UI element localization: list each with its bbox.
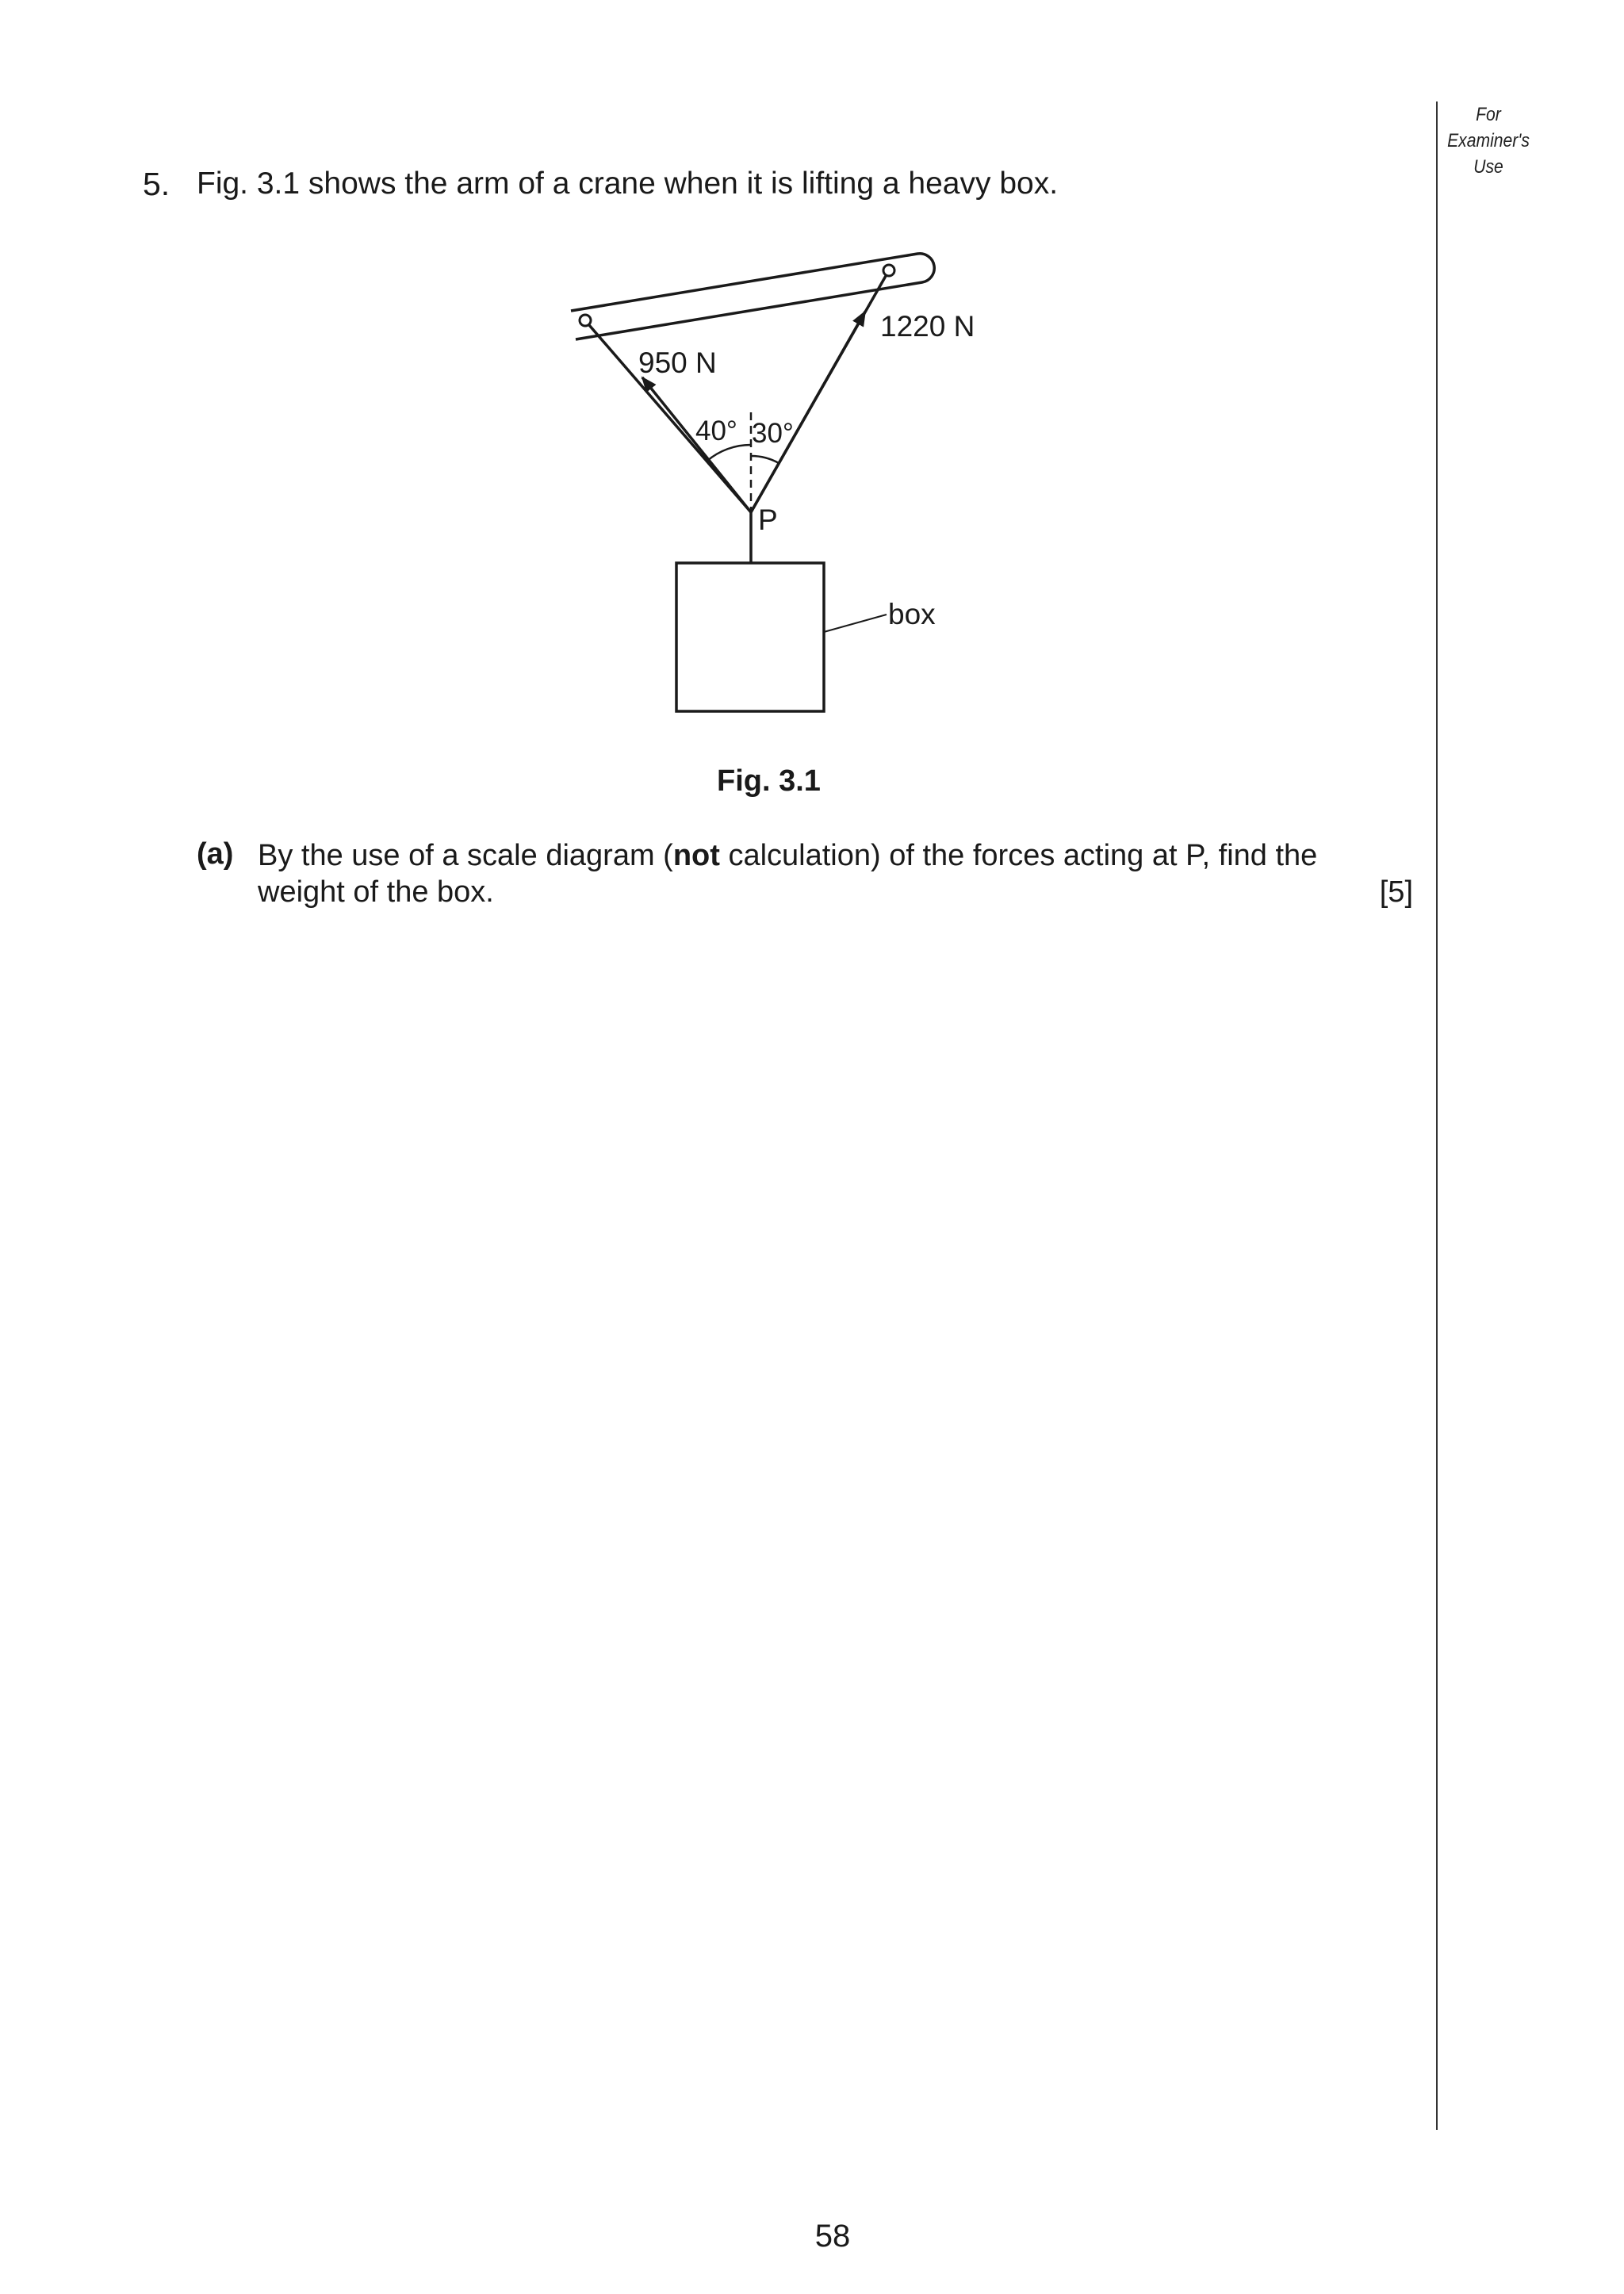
angle-arc-right	[751, 456, 779, 463]
examiner-line-1: For	[1476, 104, 1501, 125]
box-label-leader	[824, 615, 887, 632]
box-shape	[676, 563, 824, 711]
force-arrow-right	[751, 312, 865, 512]
arm-pivot-right	[883, 265, 894, 276]
question-text: Fig. 3.1 shows the arm of a crane when it is lifting a heavy box.	[197, 167, 1059, 201]
angle-label-left: 40°	[695, 416, 737, 446]
part-a-text-before: By the use of a scale diagram (	[258, 839, 673, 872]
page-number: 58	[814, 2219, 851, 2254]
examiner-line-2: Examiner's	[1447, 130, 1530, 151]
part-a-label: (a)	[197, 837, 234, 871]
force-label-right: 1220 N	[880, 310, 975, 343]
box-label: box	[888, 598, 936, 630]
angle-label-right: 30°	[752, 418, 794, 449]
arm-pivot-left	[580, 315, 591, 326]
angle-arc-left	[707, 445, 751, 461]
point-label: P	[758, 504, 778, 536]
part-a-marks: [5]	[1379, 875, 1413, 909]
part-a-text	[258, 837, 1412, 910]
force-label-left: 950 N	[638, 347, 717, 379]
part-a-text-after: calculation) of the forces acting at P, find the weight of the box.	[258, 839, 1318, 909]
figure-caption: Fig. 3.1	[717, 764, 821, 798]
part-a-bold-word: not	[672, 839, 720, 872]
question-number: 5.	[143, 166, 170, 202]
examiner-line-3: Use	[1473, 156, 1503, 178]
